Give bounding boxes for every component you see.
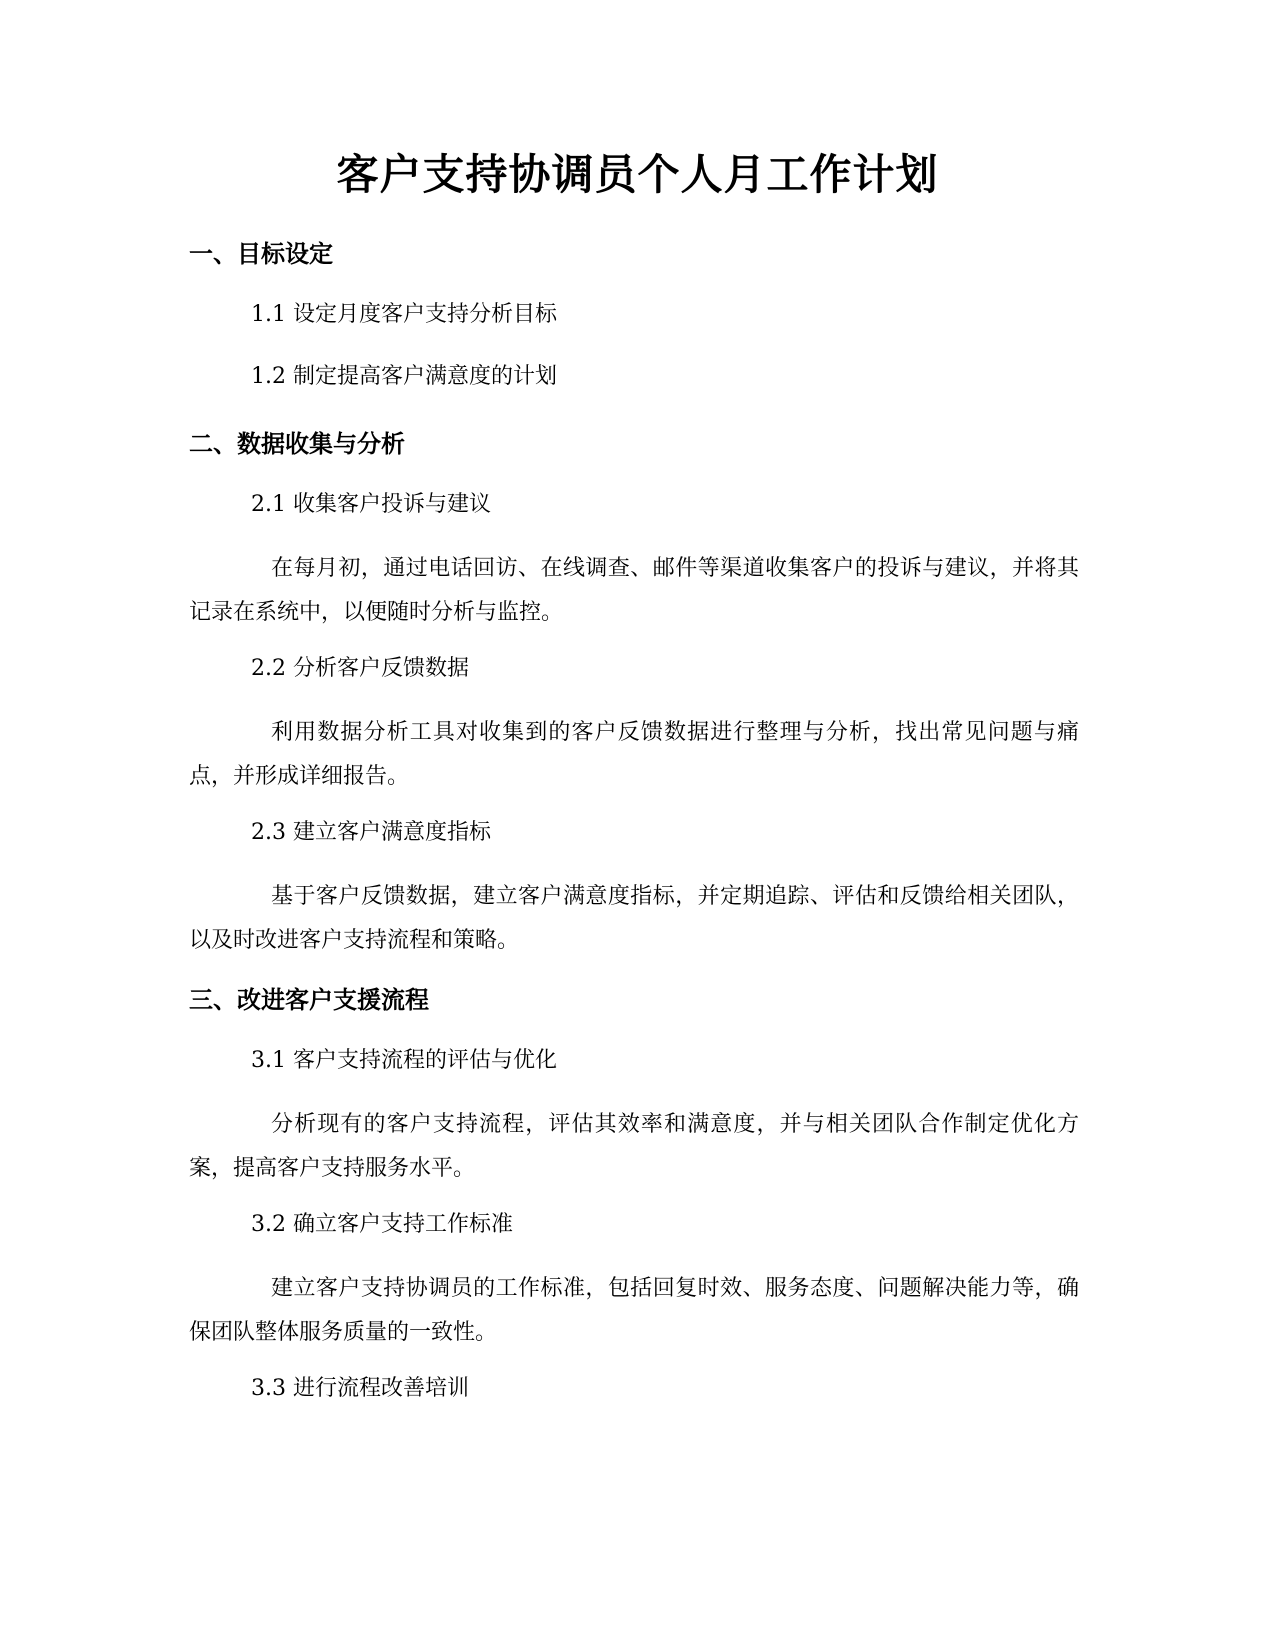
subsection-heading: 1.2 制定提高客户满意度的计划	[251, 364, 557, 389]
subsection-heading: 3.2 确立客户支持工作标准	[251, 1212, 513, 1237]
paragraph: 分析现有的客户支持流程，评估其效率和满意度，并与相关团队合作制定优化方案，提高客户支持服务水平。	[189, 1112, 1079, 1181]
paragraph: 建立客户支持协调员的工作标准，包括回复时效、服务态度、问题解决能力等，确保团队整体服务质量的一致性。	[189, 1276, 1079, 1345]
subsection-heading: 3.3 进行流程改善培训	[251, 1376, 469, 1401]
subsection-heading: 3.1 客户支持流程的评估与优化	[251, 1048, 557, 1073]
paragraph: 在每月初，通过电话回访、在线调查、邮件等渠道收集客户的投诉与建议，并将其记录在系统中，以便随时分析与监控。	[189, 556, 1079, 625]
paragraph: 利用数据分析工具对收集到的客户反馈数据进行整理与分析，找出常见问题与痛点，并形成详细报告。	[189, 720, 1079, 789]
paragraph: 基于客户反馈数据，建立客户满意度指标，并定期追踪、评估和反馈给相关团队，以及时改进客户支持流程和策略。	[189, 884, 1079, 953]
subsection-heading: 1.1 设定月度客户支持分析目标	[251, 302, 557, 327]
document-title: 客户支持协调员个人月工作计划	[336, 150, 939, 199]
subsection-heading: 2.2 分析客户反馈数据	[251, 656, 469, 681]
section-heading: 三、改进客户支援流程	[189, 986, 429, 1014]
subsection-heading: 2.1 收集客户投诉与建议	[251, 492, 491, 517]
section-heading: 一、目标设定	[189, 240, 333, 268]
section-heading: 二、数据收集与分析	[189, 430, 405, 458]
subsection-heading: 2.3 建立客户满意度指标	[251, 820, 491, 845]
